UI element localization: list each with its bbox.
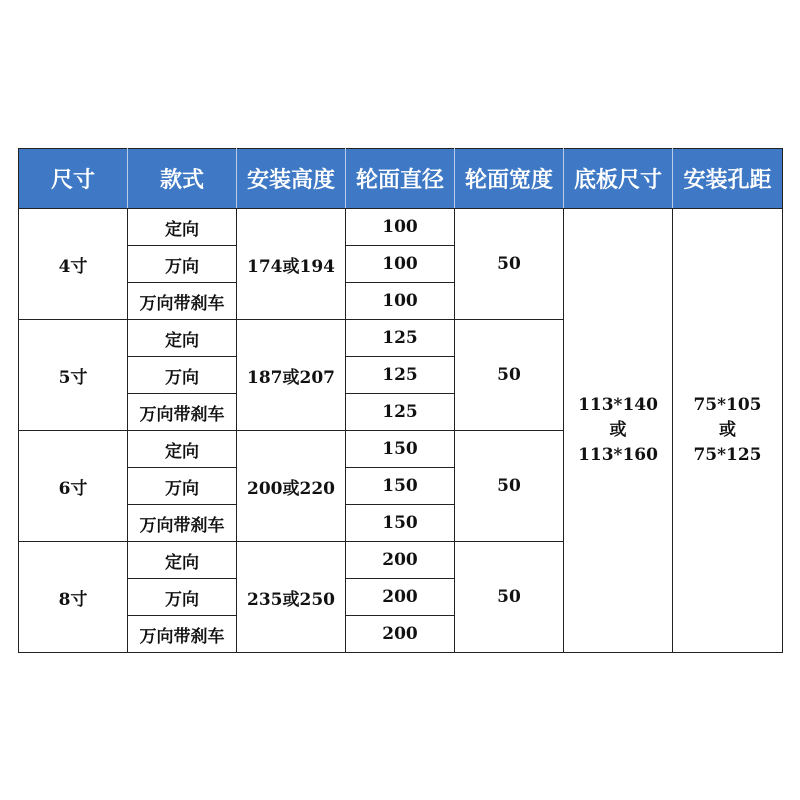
hole-spacing-option-1: 75*105 [693, 395, 762, 415]
wheel-diameter-cell: 100 [346, 246, 455, 283]
wheel-width-cell: 50 [455, 320, 564, 431]
wheel-diameter-cell: 125 [346, 357, 455, 394]
style-cell: 定向 [128, 320, 237, 357]
wheel-diameter-cell: 125 [346, 320, 455, 357]
style-cell: 万向 [128, 246, 237, 283]
size-cell: 5寸 [19, 320, 128, 431]
table-row [19, 209, 783, 246]
wheel-diameter-cell: 200 [346, 579, 455, 616]
style-cell: 万向带刹车 [128, 505, 237, 542]
wheel-diameter-cell: 100 [346, 283, 455, 320]
wheel-diameter-cell: 100 [346, 209, 455, 246]
style-cell: 万向 [128, 579, 237, 616]
install-height-cell: 187或207 [237, 320, 346, 431]
hole-spacing-option-2: 75*125 [693, 445, 762, 465]
style-cell: 定向 [128, 209, 237, 246]
install-height-cell: 235或250 [237, 542, 346, 653]
header-row [19, 149, 783, 209]
hole-spacing-cell [673, 209, 783, 653]
hole-spacing-or: 或 [719, 420, 736, 440]
wheel-diameter-cell: 150 [346, 505, 455, 542]
style-cell: 定向 [128, 431, 237, 468]
wheel-diameter-cell: 150 [346, 468, 455, 505]
header-install-height: 安装高度 [237, 149, 346, 209]
size-cell: 6寸 [19, 431, 128, 542]
header-wheel-width: 轮面宽度 [455, 149, 564, 209]
base-plate-cell [564, 209, 673, 653]
header-style: 款式 [128, 149, 237, 209]
caster-spec-table [18, 148, 783, 653]
wheel-width-cell: 50 [455, 542, 564, 653]
header-wheel-diameter: 轮面直径 [346, 149, 455, 209]
style-cell: 定向 [128, 542, 237, 579]
wheel-width-cell: 50 [455, 209, 564, 320]
size-cell: 8寸 [19, 542, 128, 653]
base-plate-option-2: 113*160 [578, 445, 658, 465]
style-cell: 万向带刹车 [128, 616, 237, 653]
style-cell: 万向带刹车 [128, 283, 237, 320]
base-plate-option-1: 113*140 [578, 395, 658, 415]
wheel-width-cell: 50 [455, 431, 564, 542]
style-cell: 万向带刹车 [128, 394, 237, 431]
install-height-cell: 174或194 [237, 209, 346, 320]
style-cell: 万向 [128, 357, 237, 394]
wheel-diameter-cell: 200 [346, 542, 455, 579]
header-hole-spacing: 安装孔距 [673, 149, 783, 209]
header-size: 尺寸 [19, 149, 128, 209]
wheel-diameter-cell: 150 [346, 431, 455, 468]
style-cell: 万向 [128, 468, 237, 505]
header-base-plate: 底板尺寸 [564, 149, 673, 209]
size-cell: 4寸 [19, 209, 128, 320]
base-plate-or: 或 [609, 420, 627, 440]
install-height-cell: 200或220 [237, 431, 346, 542]
wheel-diameter-cell: 125 [346, 394, 455, 431]
wheel-diameter-cell: 200 [346, 616, 455, 653]
